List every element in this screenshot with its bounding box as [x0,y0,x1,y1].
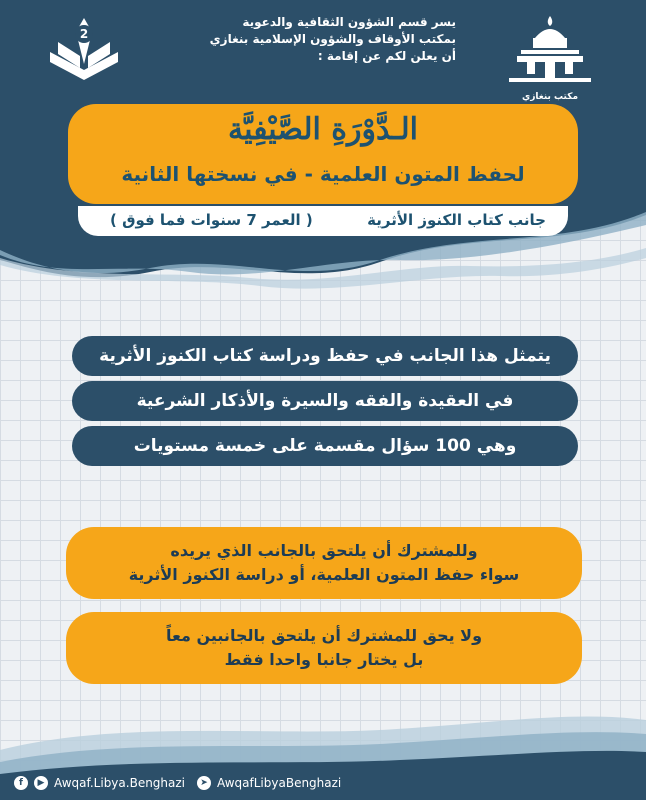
intro-line: يسر قسم الشؤون الثقافية والدعوية [242,15,456,29]
note-box [66,527,582,599]
intro-line: أن يعلن لكم عن إقامة : [317,49,456,63]
note-box [66,612,582,684]
track-name: جانب كتاب الكنوز الأثرية [367,211,546,229]
telegram-icon[interactable]: ➤ [197,776,211,790]
note-line: سواء حفظ المتون العلمية، أو دراسة الكنوز الأثرية [128,565,520,584]
title-card [68,104,578,204]
track-info-bar [78,206,568,236]
age-requirement: ( العمر 7 سنوات فما فوق ) [110,211,313,229]
youtube-icon[interactable]: ▶ [34,776,48,790]
info-pill: وهي 100 سؤال مقسمة على خمسة مستويات [72,426,578,466]
note-line: وللمشترك أن يلتحق بالجانب الذي يريده [170,541,478,560]
awqaf-logo [495,12,605,102]
info-pill: يتمثل هذا الجانب في حفظ ودراسة كتاب الكنوز الأثرية [72,336,578,376]
footer-social [14,772,341,794]
telegram-handle[interactable]: AwqafLibyaBenghazi [217,776,342,790]
logo-label: مكتب بنغازي [521,92,579,102]
intro-line: بمكتب الأوقاف والشؤون الإسلامية بنغازي [209,32,456,46]
course-title: الـدَّوْرَةِ الصَّيْفِيَّة [227,112,418,147]
note-line: بل يختار جانبا واحدا فقط [224,650,424,669]
note-line: ولا يحق للمشترك أن يلتحق بالجانبين معاً [165,626,483,645]
logo-number: 2 [79,27,89,41]
facebook-icon[interactable]: f [14,776,28,790]
course-subtitle: لحفظ المتون العلمية - في نسختها الثانية [121,162,525,186]
mosque-logo-icon [495,12,605,88]
intro-text [196,14,456,65]
info-pill: في العقيدة والفقه والسيرة والأذكار الشرعية [72,381,578,421]
facebook-handle[interactable]: Awqaf.Libya.Benghazi [54,776,186,790]
book-pen-logo-icon [44,12,124,92]
